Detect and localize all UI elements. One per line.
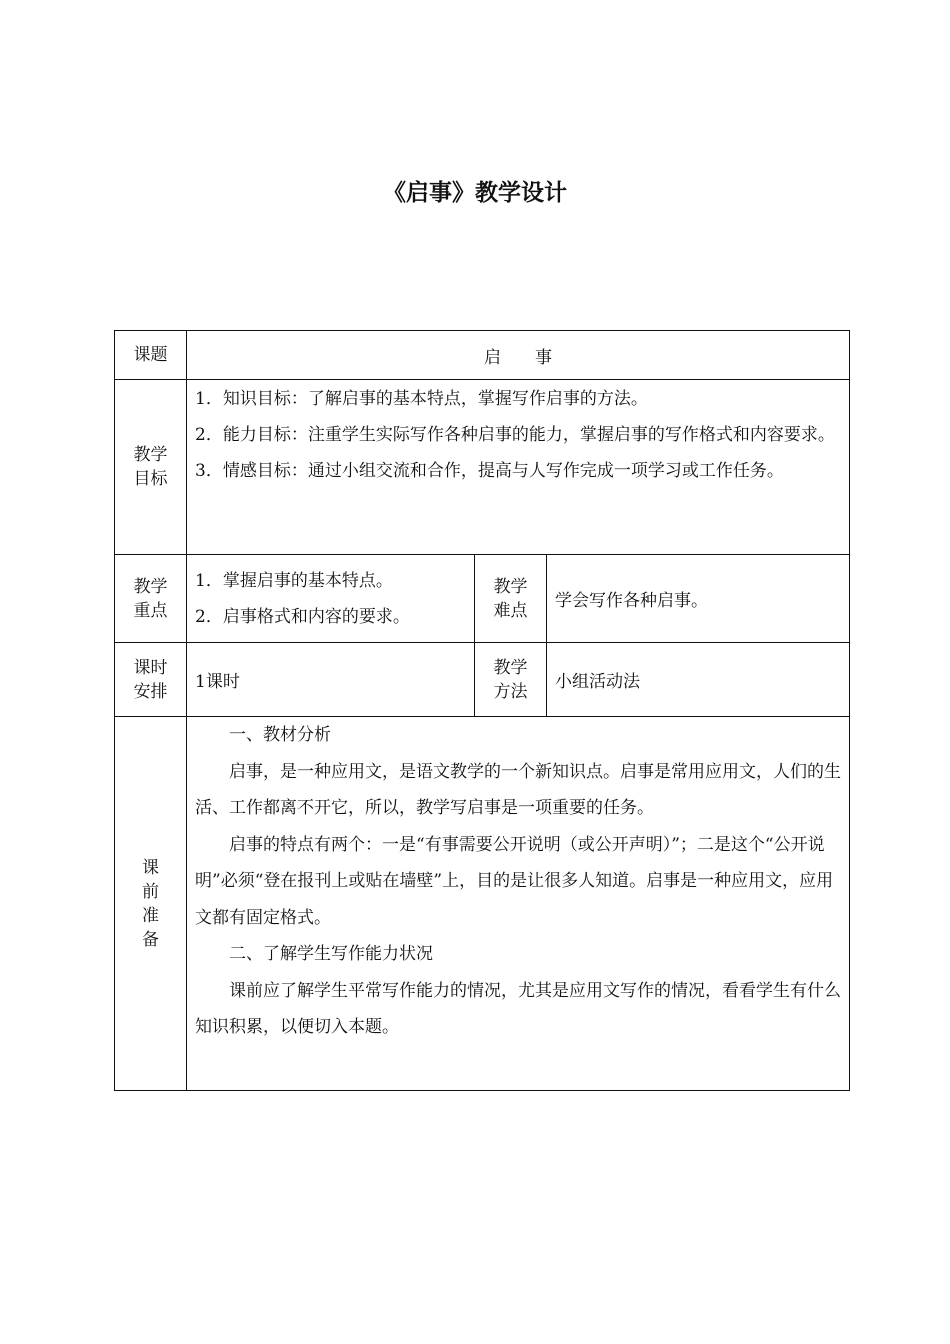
keypoints-content	[187, 555, 475, 643]
schedule-label-line1: 课时	[133, 657, 168, 678]
method-label-line1: 教学	[493, 657, 528, 678]
row-schedule	[115, 643, 850, 717]
goals-label-line2: 目标	[133, 469, 168, 489]
section-heading: 一、教材分析	[229, 725, 331, 745]
topic-value: 启 事	[187, 331, 850, 380]
schedule-label-line2: 安排	[133, 681, 168, 702]
schedule-value: 1课时	[187, 643, 475, 717]
goals-content	[187, 380, 850, 555]
method-label-line2: 方法	[493, 681, 528, 702]
difficulty-label	[475, 555, 547, 643]
goal-item: 1．知识目标：了解启事的基本特点，掌握写作启事的方法。	[195, 389, 648, 409]
difficulty-label-line2: 难点	[493, 600, 528, 621]
preparation-label-char: 课	[142, 857, 159, 878]
keypoints-label-line1: 教学	[133, 576, 168, 597]
keypoints-label	[115, 555, 187, 643]
paragraph: 课前应了解学生平常写作能力的情况，尤其是应用文写作的情况，看看学生有什么知识积累，以便切入本题。	[195, 980, 841, 1037]
row-goals	[115, 380, 850, 555]
paragraph: 启事，是一种应用文，是语文教学的一个新知识点。启事是常用应用文，人们的生活、工作都离不开它，所以，教学写启事是一项重要的任务。	[195, 761, 841, 818]
preparation-label-char: 准	[142, 905, 159, 926]
keypoint-item: 2．启事格式和内容的要求。	[195, 606, 410, 627]
goal-item: 2．能力目标：注重学生实际写作各种启事的能力，掌握启事的写作格式和内容要求。	[195, 425, 835, 445]
preparation-label-char: 前	[142, 881, 159, 902]
preparation-label	[115, 717, 187, 1091]
method-label	[475, 643, 547, 717]
row-preparation	[115, 717, 850, 1091]
difficulty-label-line1: 教学	[493, 576, 528, 597]
paragraph: 启事的特点有两个：一是“有事需要公开说明（或公开声明）”；二是这个“公开说明”必须“登在报刊上或贴在墙壁”上，目的是让很多人知道。启事是一种应用文，应用文都有固定格式。	[195, 834, 834, 928]
document-title: 《启事》教学设计	[383, 180, 567, 206]
keypoint-item: 1．掌握启事的基本特点。	[195, 570, 393, 591]
lesson-plan-table	[114, 330, 850, 1091]
topic-label: 课题	[115, 331, 187, 380]
section-heading: 二、了解学生写作能力状况	[229, 944, 433, 964]
schedule-label	[115, 643, 187, 717]
preparation-label-char: 备	[142, 929, 159, 950]
preparation-content	[187, 717, 850, 1091]
method-value: 小组活动法	[547, 643, 850, 717]
difficulty-value: 学会写作各种启事。	[547, 555, 850, 643]
row-topic	[115, 331, 850, 380]
row-keypoints	[115, 555, 850, 643]
goals-label	[115, 380, 187, 555]
goals-label-line1: 教学	[133, 445, 168, 465]
keypoints-label-line2: 重点	[133, 600, 168, 621]
goal-item: 3．情感目标：通过小组交流和合作，提高与人写作完成一项学习或工作任务。	[195, 461, 784, 481]
